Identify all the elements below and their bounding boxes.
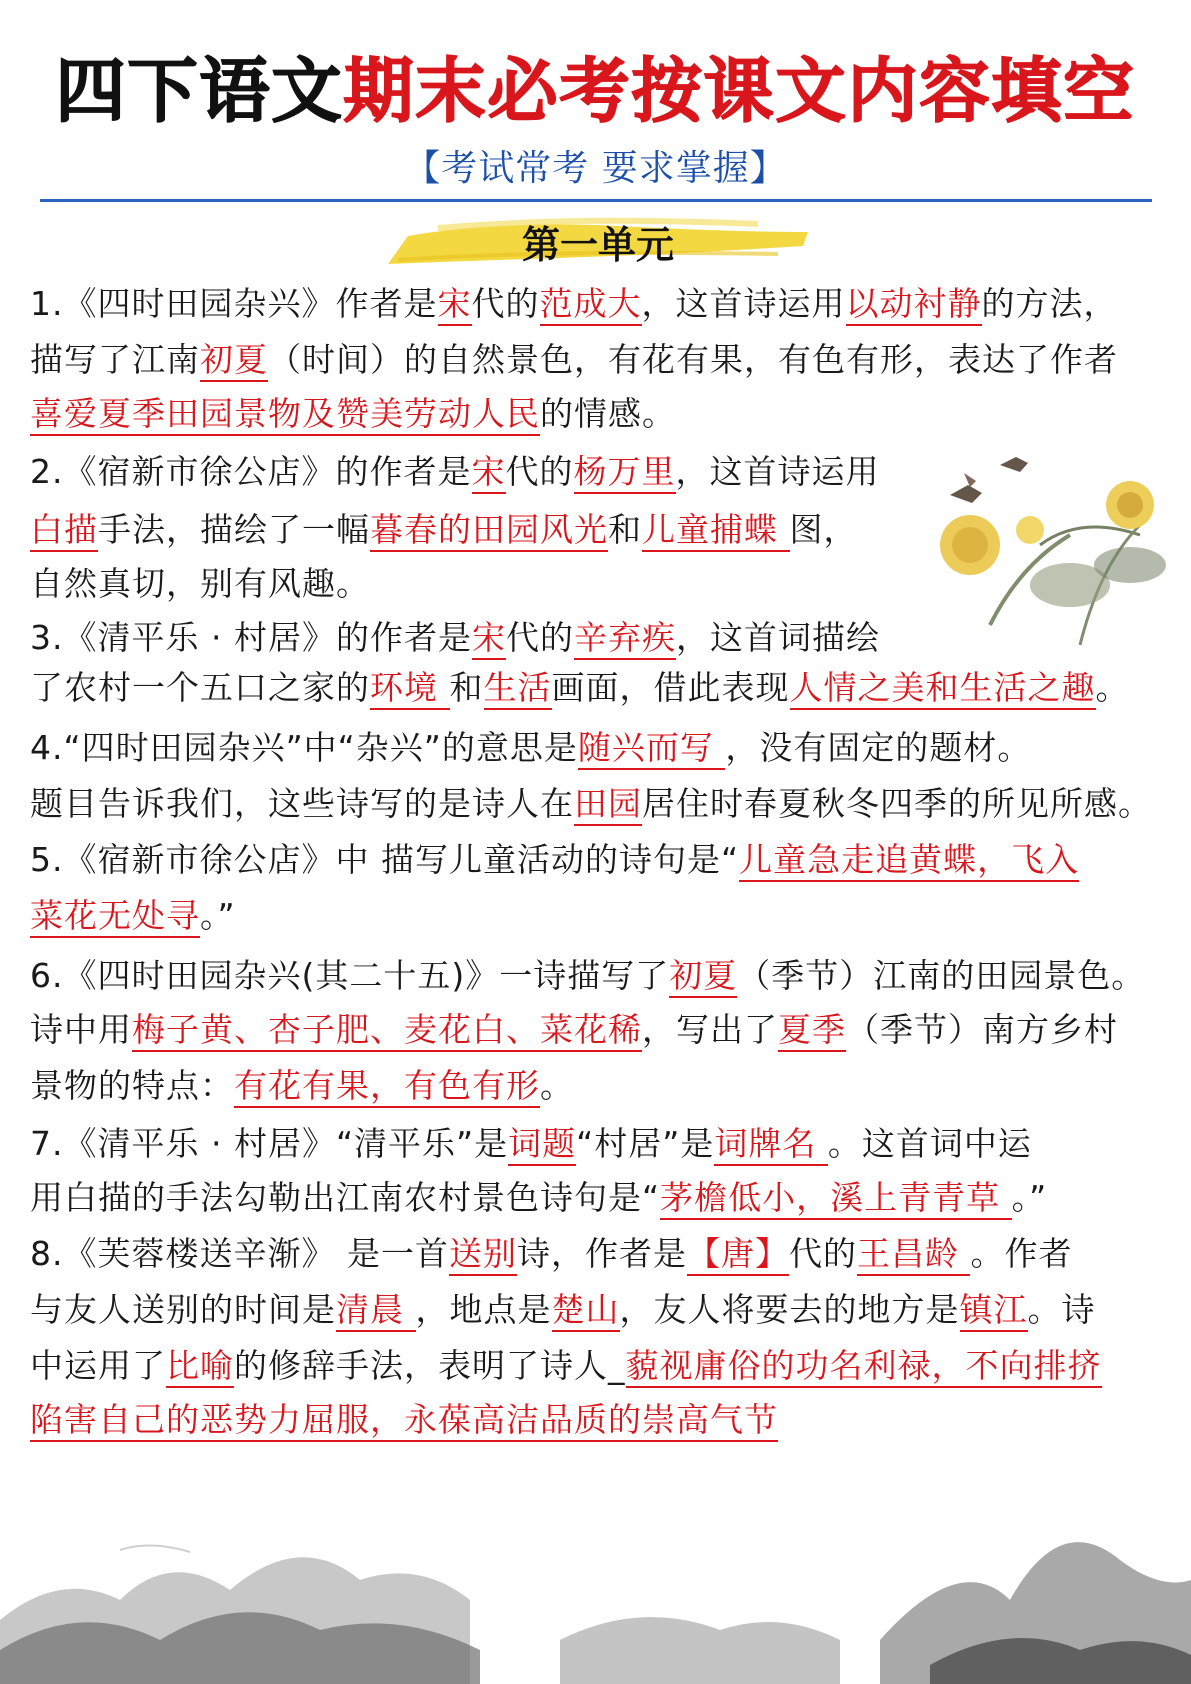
question-text: 1.《四时田园杂兴》作者是 (30, 284, 438, 323)
question-text: 2.《宿新市徐公店》的作者是 (30, 452, 472, 491)
divider (40, 199, 1152, 202)
answer-text: 白描 (30, 510, 98, 552)
question-text: 代的 (788, 1234, 857, 1273)
answer-text: 词题 (508, 1124, 576, 1166)
flower-bird-painting-icon (930, 425, 1180, 655)
question-text: 5.《宿新市徐公店》中 描写儿童活动的诗句是“ (30, 840, 740, 879)
question-text: 的方法， (981, 284, 1118, 323)
answer-text: 茅檐低小，溪上青青草 (660, 1178, 1012, 1220)
answer-text: 儿童急走追黄蝶，飞入 (739, 840, 1079, 882)
answer-text: 以动衬静 (846, 284, 982, 326)
answer-text: 杨万里 (574, 452, 676, 494)
text-line (30, 664, 1130, 712)
question-text: 代的 (505, 618, 574, 657)
answer-text: 喜爱夏季田园景物及赞美劳动人民 (30, 394, 540, 436)
answer-text: 夏季 (778, 1010, 846, 1052)
question-text: 。作者 (970, 1234, 1073, 1273)
question-text: 了农村一个五口之家的 (30, 668, 370, 707)
answer-text: 宋 (472, 452, 506, 494)
text-line (30, 336, 1118, 384)
text-line (30, 724, 1031, 772)
answer-text: 宋 (438, 284, 472, 326)
question-text: 图， (789, 510, 858, 549)
answer-text: 范成大 (540, 284, 642, 326)
question-text: 自然真切，别有风趣。 (30, 564, 370, 603)
question-text: 居住时春夏秋冬四季的所见所感。 (642, 784, 1152, 823)
question-text: 与友人送别的时间是 (30, 1290, 336, 1329)
text-line (30, 892, 236, 940)
answer-text: 藐视庸俗的功名利禄，不向排挤 (626, 1346, 1102, 1388)
question-text: 。 (1095, 668, 1130, 707)
answer-text: 有花有果，有色有形 (234, 1066, 540, 1108)
question-text: 3.《清平乐 · 村居》的作者是 (30, 618, 472, 657)
text-line (30, 1342, 1102, 1390)
answer-text: 生活 (484, 668, 552, 710)
question-text: 诗中用 (30, 1010, 132, 1049)
question-text: ，这首诗运用 (641, 284, 846, 323)
answer-text: 随兴而写 (578, 728, 726, 770)
question-text: ，没有固定的题材。 (725, 728, 1032, 767)
question-text: （时间）的自然景色，有花有果，有色有形，表达了作者 (268, 340, 1118, 379)
text-line (30, 1062, 574, 1110)
question-text: ，写出了 (642, 1010, 778, 1049)
answer-text: 菜花无处寻 (30, 896, 200, 938)
answer-text: 儿童捕蝶 (642, 510, 790, 552)
question-text: （季节）江南的田园景色。 (737, 956, 1146, 995)
answer-text: 田园 (574, 784, 642, 826)
question-text: 诗，作者是 (516, 1234, 687, 1273)
question-text: 的情感。 (540, 394, 676, 433)
text-line (30, 506, 858, 554)
question-text: 中运用了 (30, 1346, 166, 1385)
answer-text: 梅子黄、杏子肥、麦花白、菜花稀 (132, 1010, 642, 1052)
title-part-black: 四下语文 (55, 50, 344, 132)
answer-text: 陷害自己的恶势力屈服，永葆高洁品质的崇高气节 (30, 1400, 778, 1442)
answer-text: 比喻 (166, 1346, 234, 1388)
text-line (30, 280, 1118, 328)
answer-text: 宋 (472, 618, 506, 660)
answer-text: 辛弃疾 (574, 618, 676, 660)
question-text: 。” (1011, 1178, 1048, 1217)
answer-text: 【唐】 (687, 1234, 789, 1276)
question-text: 代的 (505, 452, 574, 491)
question-text: 。这首词中运 (827, 1124, 1032, 1163)
answer-text: 初夏 (669, 956, 737, 998)
page-title (0, 46, 1191, 136)
question-text: 画面，借此表现 (551, 668, 790, 707)
answer-text: 王昌龄 (857, 1234, 971, 1276)
text-line (30, 390, 676, 438)
page-subtitle: 【考试常考 要求掌握】 (404, 148, 787, 189)
answer-text: 楚山 (552, 1290, 620, 1332)
question-text: ，这首词描绘 (675, 618, 880, 657)
question-text: ，这首诗运用 (675, 452, 880, 491)
text-line (30, 1006, 1118, 1054)
unit-title: 第一单元 (521, 223, 674, 267)
question-text: 8.《芙蓉楼送辛渐》 是一首 (30, 1234, 449, 1273)
question-text: 。诗 (1027, 1290, 1096, 1329)
text-line (30, 836, 1079, 884)
question-text: 景物的特点： (30, 1066, 234, 1105)
answer-text: 暮春的田园风光 (370, 510, 608, 552)
question-text: 和 (449, 668, 484, 707)
text-line (30, 780, 1152, 828)
question-text: 描写了江南 (30, 340, 200, 379)
text-line (30, 448, 880, 496)
question-text: 代的 (471, 284, 540, 323)
text-line (30, 1120, 1032, 1168)
answer-text: 词牌名 (714, 1124, 828, 1166)
text-line (30, 1230, 1072, 1278)
question-text: 4.“四时田园杂兴”中“杂兴”的意思是 (30, 728, 578, 767)
question-text: 手法，描绘了一幅 (98, 510, 370, 549)
answer-text: 清晨 (336, 1290, 416, 1332)
question-text: 题目告诉我们，这些诗写的是诗人在 (30, 784, 574, 823)
text-line (30, 1286, 1096, 1334)
question-text: （季节）南方乡村 (846, 1010, 1118, 1049)
question-text: “村居”是 (576, 1124, 715, 1163)
answer-text: 环境 (370, 668, 450, 710)
text-line (30, 614, 880, 662)
question-text: ，地点是 (415, 1290, 552, 1329)
question-text: ，友人将要去的地方是 (619, 1290, 960, 1329)
question-text: 。 (540, 1066, 574, 1105)
question-text: 和 (608, 510, 642, 549)
question-text: 。” (200, 896, 236, 935)
text-line (30, 952, 1145, 1000)
answer-text: 人情之美和生活之趣 (790, 668, 1096, 710)
answer-text: 送别 (449, 1234, 517, 1276)
answer-text: 镇江 (960, 1290, 1028, 1332)
ink-mountains-icon (0, 1490, 1191, 1684)
text-line (30, 560, 370, 608)
text-line (30, 1174, 1047, 1222)
question-text: 7.《清平乐 · 村居》“清平乐”是 (30, 1124, 509, 1163)
question-text: 用白描的手法勾勒出江南农村景色诗句是“ (30, 1178, 661, 1217)
title-part-red: 期末必考按课文内容填空 (343, 50, 1136, 132)
answer-text: 初夏 (200, 340, 268, 382)
text-line (30, 1396, 778, 1444)
question-text: 6.《四时田园杂兴(其二十五)》一诗描写了 (30, 956, 670, 995)
question-text: 的修辞手法，表明了诗人_ (234, 1346, 626, 1385)
